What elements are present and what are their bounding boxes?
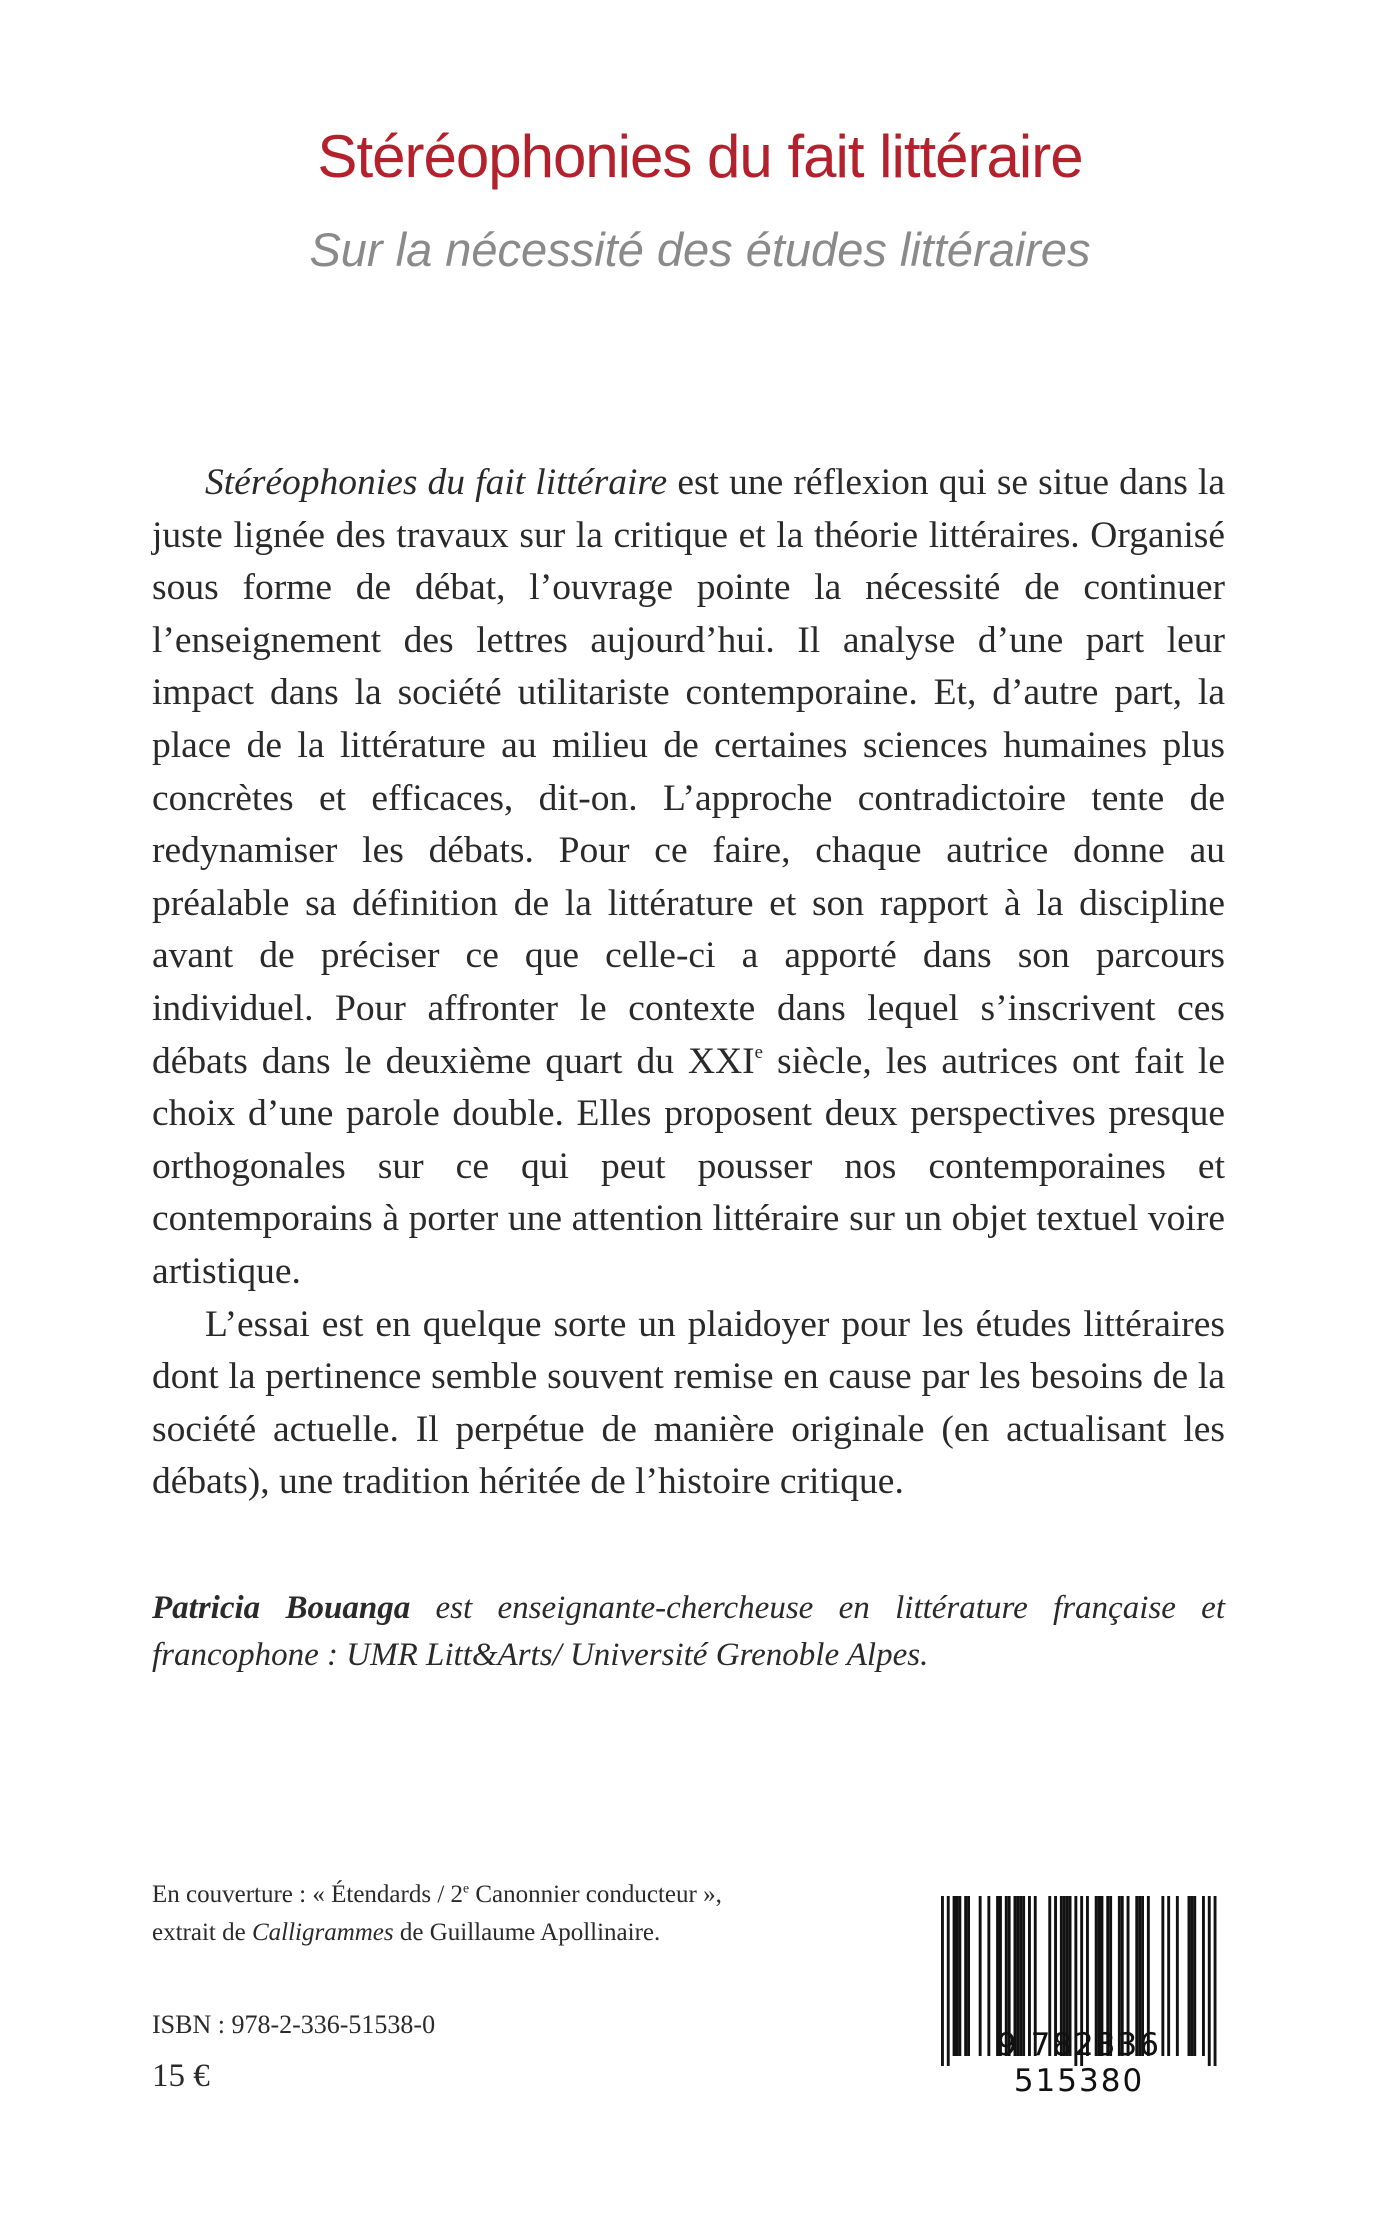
summary-paragraph-1	[152, 457, 1225, 1299]
back-cover-summary	[152, 457, 1225, 1509]
century-superscript: e	[754, 1041, 763, 1063]
summary-title-ref: Stéréophonies du fait littéraire	[205, 462, 668, 503]
price: 15 €	[152, 2058, 210, 2094]
barcode	[933, 1896, 1225, 2099]
summary-paragraph-2: L’essai est en quelque sorte un plaidoyer pour les études littéraires dont la pertinence semble souvent remise en cause par les besoins de la société actuelle. Il perpétue de manière originale (en actualisant les débats), une tradition héritée de l’histoire critique.	[152, 1303, 1225, 1503]
cover-credit-prefix: En couverture : « Étendards / 2	[152, 1881, 464, 1908]
isbn: ISBN : 978-2-336-51538-0	[152, 2010, 436, 2039]
century-numeral: XXI	[688, 1040, 755, 1082]
barcode-digits: 9 782336 515380	[997, 2027, 1161, 2099]
author-bio	[152, 1585, 1225, 1679]
extract-suffix: de Guillaume Apollinaire.	[393, 1919, 661, 1946]
cover-credit-line-1	[152, 1876, 832, 1914]
book-title: Stéréophonies du fait littéraire	[317, 123, 1083, 190]
cover-credit-superscript: e	[463, 1880, 470, 1896]
book-subtitle: Sur la nécessité des études littéraires	[309, 223, 1091, 276]
cover-credit	[152, 1876, 832, 1952]
summary-text-1a: est une réflexion qui se situe dans la juste lignée des travaux sur la critique et la théorie littéraires. Organisé sous forme de débat, l’ouvrage pointe la nécessité de continuer l’enseignement des lettres aujourd’hui. Il analyse d’une part leur impact dans la société utilitariste contemporaine. Et, d’autre part, la place de la littérature au milieu de certaines sciences humaines plus concrètes et efficaces, dit-on. L’approche contradictoire tente de redynamiser les débats. Pour ce faire, chaque autrice donne au préalable sa définition de la littérature et son rapport à la discipline avant de préciser ce que celle-ci a apporté dans son parcours individuel. Pour affronter le contexte dans lequel s’inscrivent ces débats dans le deuxième quart du	[152, 462, 1225, 1082]
extract-prefix: extrait de	[152, 1919, 252, 1946]
extract-title: Calligrammes	[251, 1919, 394, 1946]
summary-text-1b: siècle, les autrices ont fait le choix d’une parole double. Elles proposent deux perspectives presque orthogonales sur ce qui peut pousser nos contemporaines et contemporains à porter une attention littéraire sur un objet textuel voire artistique.	[152, 1040, 1225, 1292]
cover-credit-suffix: Canonnier conducteur »,	[469, 1881, 722, 1908]
author-name: Patricia Bouanga	[152, 1590, 411, 1626]
author-description: est enseignante-chercheuse en littérature française et francophone : UMR Litt&Arts/ Université Grenoble Alpes.	[152, 1590, 1225, 1673]
cover-credit-line-2	[152, 1914, 832, 1952]
